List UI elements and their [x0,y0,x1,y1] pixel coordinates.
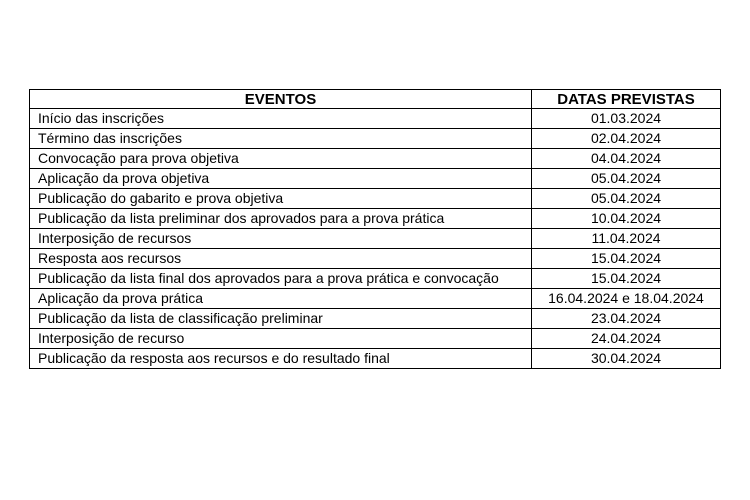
table-header-row [30,90,721,109]
table-row [30,189,721,209]
table-row [30,209,721,229]
event-cell: Interposição de recurso [30,329,532,349]
table-row [30,269,721,289]
date-cell: 04.04.2024 [532,149,721,169]
table-row [30,169,721,189]
table-row [30,329,721,349]
table-row [30,309,721,329]
table-row [30,349,721,369]
date-cell: 05.04.2024 [532,169,721,189]
date-cell: 02.04.2024 [532,129,721,149]
event-cell: Publicação da lista final dos aprovados para a prova prática e convocação [30,269,532,289]
date-cell: 05.04.2024 [532,189,721,209]
event-cell: Publicação da lista preliminar dos aprovados para a prova prática [30,209,532,229]
event-cell: Publicação do gabarito e prova objetiva [30,189,532,209]
table-row [30,109,721,129]
date-cell: 24.04.2024 [532,329,721,349]
table-row [30,229,721,249]
table-row [30,129,721,149]
event-cell: Resposta aos recursos [30,249,532,269]
date-cell: 11.04.2024 [532,229,721,249]
schedule-table [29,89,721,369]
event-cell: Aplicação da prova prática [30,289,532,309]
event-cell: Término das inscrições [30,129,532,149]
date-cell: 16.04.2024 e 18.04.2024 [532,289,721,309]
date-cell: 01.03.2024 [532,109,721,129]
table-row [30,149,721,169]
event-cell: Aplicação da prova objetiva [30,169,532,189]
event-cell: Interposição de recursos [30,229,532,249]
date-cell: 15.04.2024 [532,249,721,269]
event-cell: Convocação para prova objetiva [30,149,532,169]
date-cell: 23.04.2024 [532,309,721,329]
event-cell: Publicação da lista de classificação preliminar [30,309,532,329]
table-row [30,289,721,309]
date-cell: 15.04.2024 [532,269,721,289]
events-column-header: EVENTOS [30,90,532,109]
dates-column-header: DATAS PREVISTAS [532,90,721,109]
date-cell: 30.04.2024 [532,349,721,369]
event-cell: Publicação da resposta aos recursos e do resultado final [30,349,532,369]
date-cell: 10.04.2024 [532,209,721,229]
table-row [30,249,721,269]
event-cell: Início das inscrições [30,109,532,129]
